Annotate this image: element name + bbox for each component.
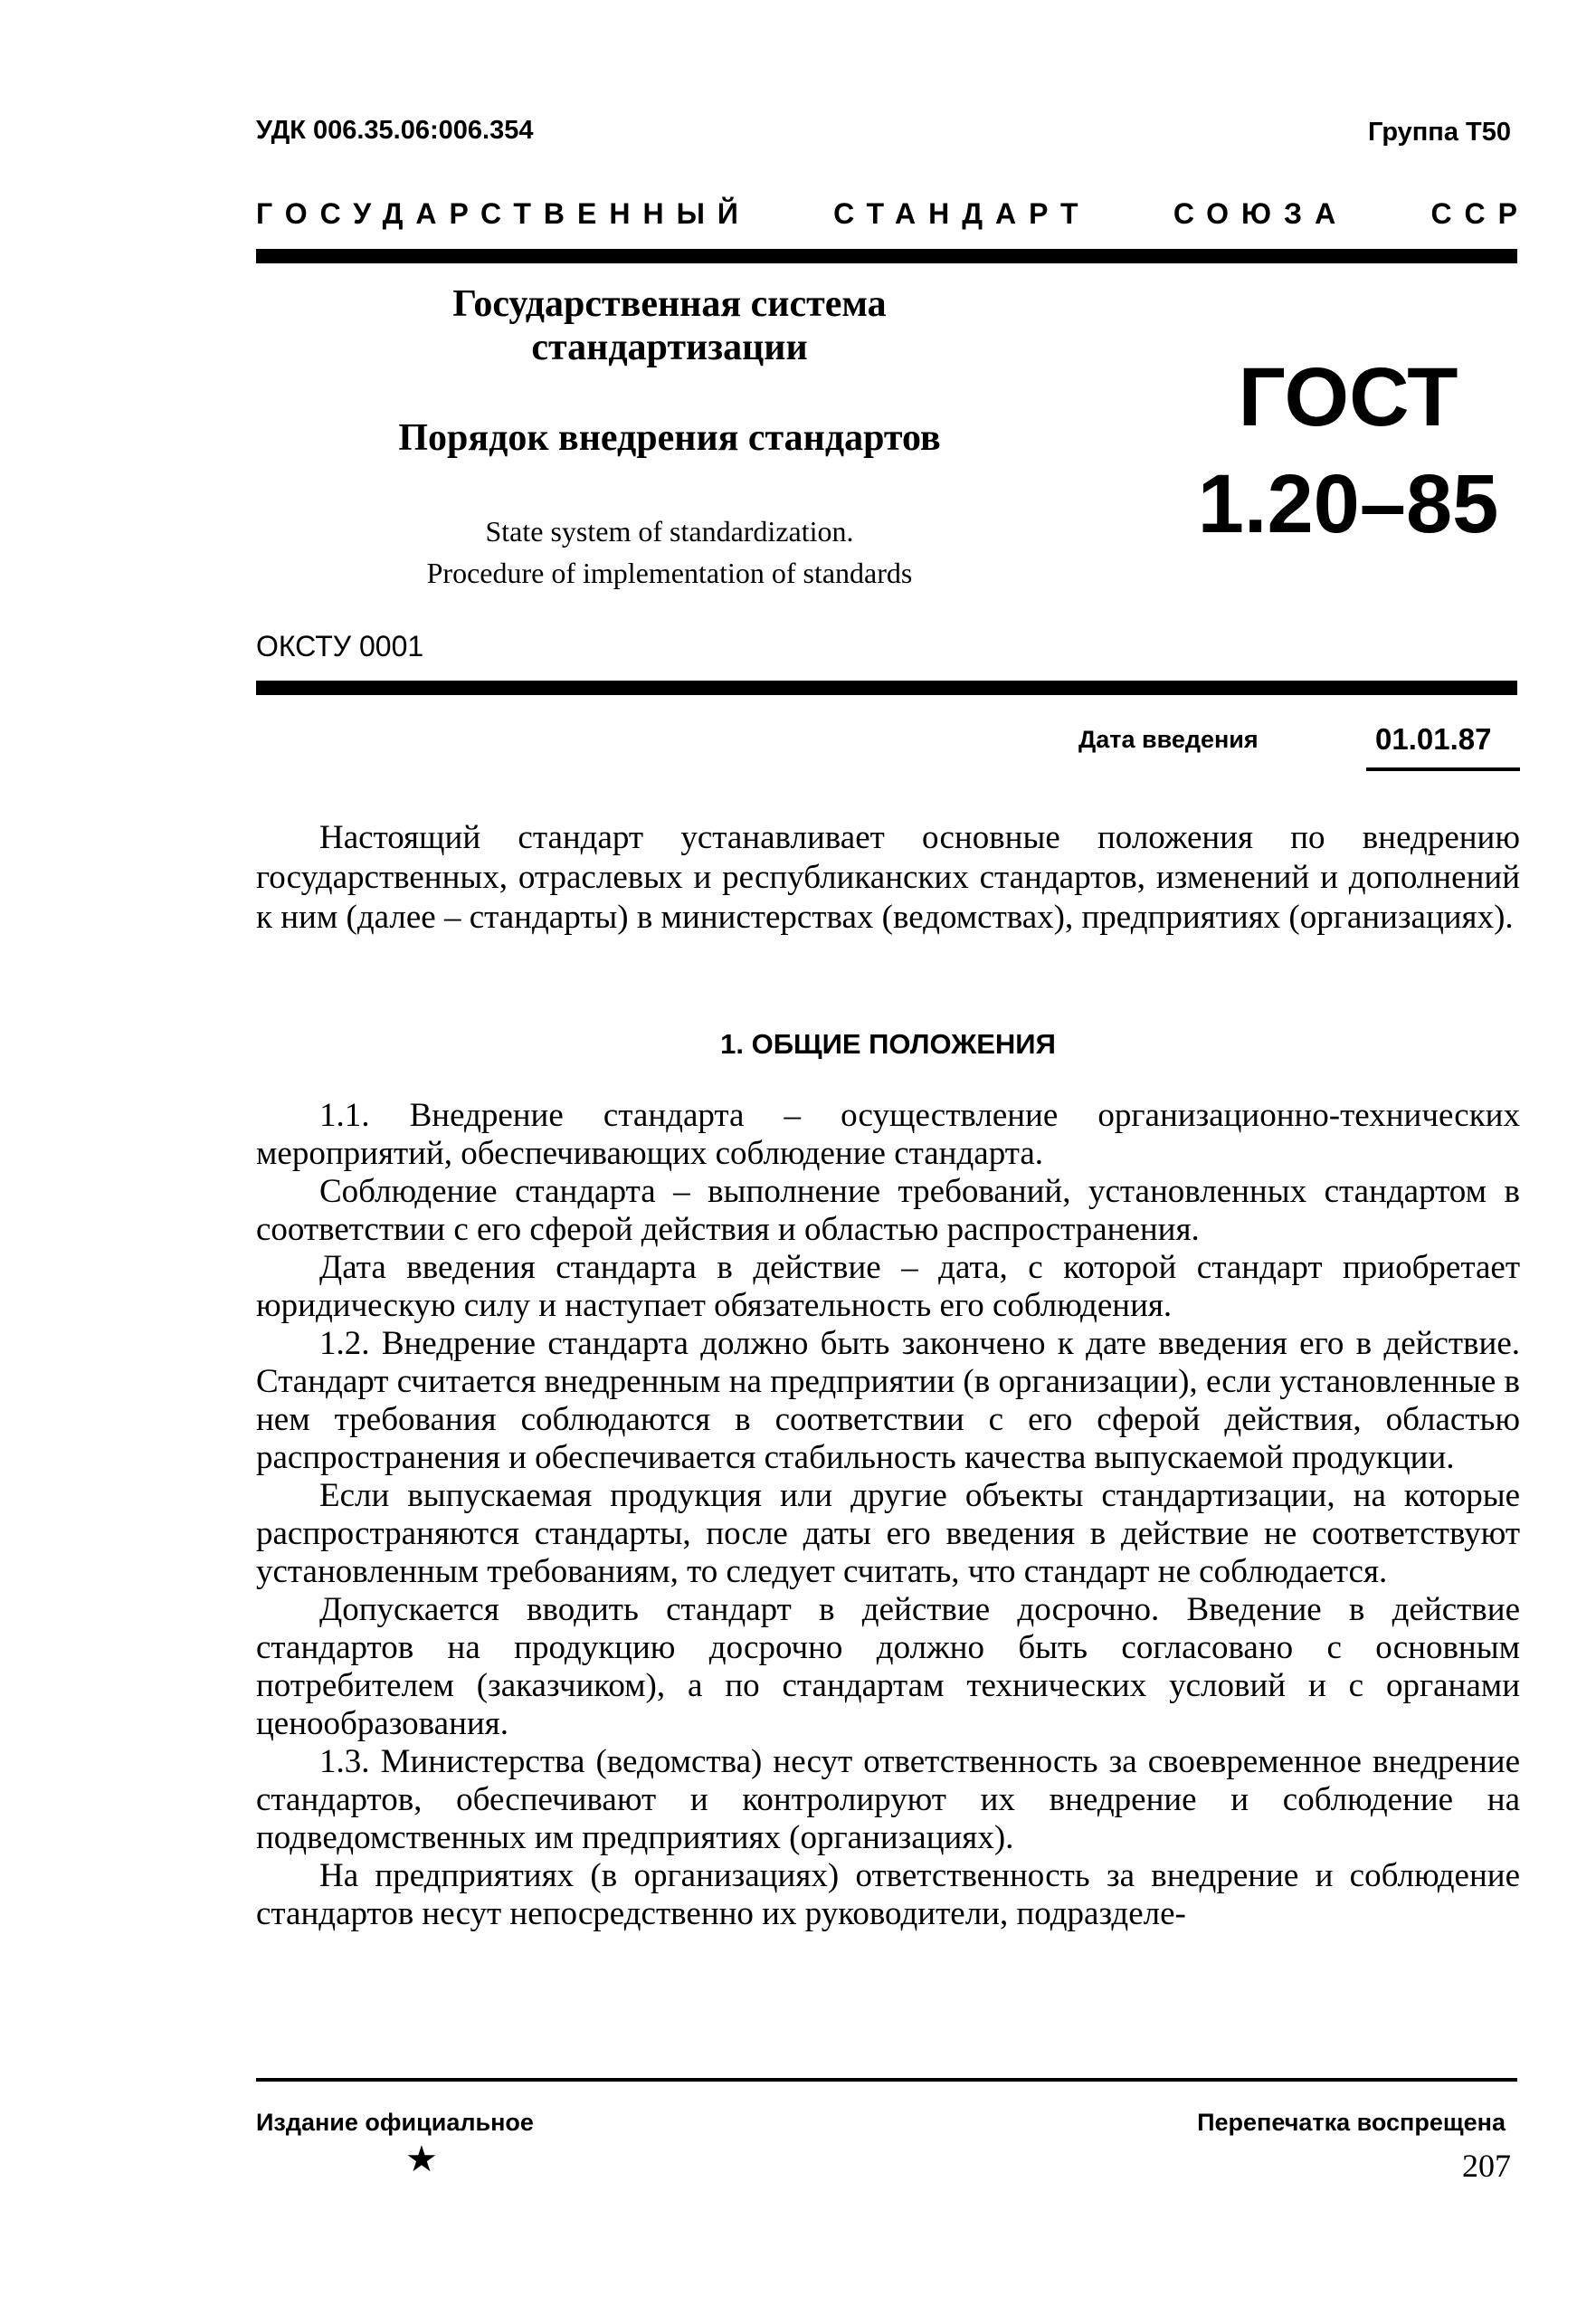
group-code: Группа Т50 bbox=[1368, 118, 1511, 147]
page-number: 207 bbox=[1462, 2148, 1511, 2184]
english-title bbox=[344, 510, 995, 594]
title-block bbox=[344, 282, 995, 594]
edition-label: Издание официальное bbox=[256, 2109, 534, 2136]
reprint-notice: Перепечатка воспрещена bbox=[1197, 2109, 1506, 2136]
effective-date-label: Дата введения bbox=[1078, 726, 1259, 753]
paragraph: Дата введения стандарта в действие – дата, с которой стандарт приобретает юридическую силу и наступает обязательность его соблюдения. bbox=[256, 1249, 1520, 1324]
state-standard-word: СТАНДАРТ bbox=[833, 197, 1091, 230]
gost-designation bbox=[1176, 344, 1520, 558]
state-standard-word: СОЮЗА bbox=[1173, 197, 1349, 230]
system-title-line1: Государственная система bbox=[452, 283, 887, 325]
udk-code: УДК 006.35.06:006.354 bbox=[256, 116, 534, 145]
paragraph: На предприятиях (в организациях) ответственность за внедрение и соблюдение стандартов несут непосредственно их руководители, подразделе- bbox=[256, 1857, 1520, 1932]
paragraph: 1.3. Министерства (ведомства) несут ответственность за своевременное внедрение стандартов, обеспечивают и контролируют их внедрение и соблюдение на подведомственных им предприятиях (организациях). bbox=[256, 1743, 1520, 1856]
gost-label: ГОСТ bbox=[1238, 351, 1458, 443]
gost-number: 1.20–85 bbox=[1197, 458, 1499, 550]
state-standard-heading bbox=[256, 197, 1530, 231]
paragraph: Допускается вводить стандарт в действие досрочно. Введение в действие стандартов на продукцию досрочно должно быть согласовано с основным потребителем (заказчиком), а по стандартам технических условий и с органами ценообразования. bbox=[256, 1591, 1520, 1742]
system-title-line2: стандартизации bbox=[531, 327, 808, 368]
effective-date-underline bbox=[1366, 767, 1520, 771]
paragraph: 1.2. Внедрение стандарта должно быть закончено к дате введения его в действие. Стандарт считается внедренным на предприятии (в организации), если установленные в нем требования соблюдаются в соответствии с его сферой действия, областью распространения и обеспечивается стабильность качества выпускаемой продукции. bbox=[256, 1325, 1520, 1476]
state-standard-word: ГОСУДАРСТВЕННЫЙ bbox=[256, 197, 751, 230]
section-title: 1. ОБЩИЕ ПОЛОЖЕНИЯ bbox=[720, 1028, 1056, 1060]
intro-paragraph: Настоящий стандарт устанавливает основные положения по внедрению государственных, отраслевых и республиканских стандартов, изменений и дополнений к ним (далее – стандарты) в министерствах (ведомствах), предприятиях (организациях). bbox=[256, 819, 1520, 936]
okstu-code: ОКСТУ 0001 bbox=[256, 630, 424, 662]
title-bottom-divider bbox=[256, 681, 1517, 695]
english-title-line1: State system of standardization. bbox=[485, 515, 854, 548]
english-title-line2: Procedure of implementation of standards bbox=[426, 557, 913, 589]
top-divider bbox=[256, 249, 1517, 263]
subject-title: Порядок внедрения стандартов bbox=[398, 417, 941, 459]
effective-date-value: 01.01.87 bbox=[1375, 722, 1492, 756]
footer-divider bbox=[256, 2078, 1517, 2082]
paragraph: Если выпускаемая продукция или другие объекты стандартизации, на которые распространяются стандарты, после даты его введения в действие не соответствуют установленным требованиям, то следует считать, что стандарт не соблюдается. bbox=[256, 1477, 1520, 1590]
star-icon: ★ bbox=[405, 2139, 438, 2179]
state-standard-word: ССР bbox=[1430, 197, 1530, 230]
section-body bbox=[256, 1097, 1520, 1933]
paragraph: Соблюдение стандарта – выполнение требований, установленных стандартом в соответствии с его сферой действия и областью распространения. bbox=[256, 1173, 1520, 1248]
paragraph: 1.1. Внедрение стандарта – осуществление организационно-технических мероприятий, обеспечивающих соблюдение стандарта. bbox=[256, 1097, 1520, 1172]
